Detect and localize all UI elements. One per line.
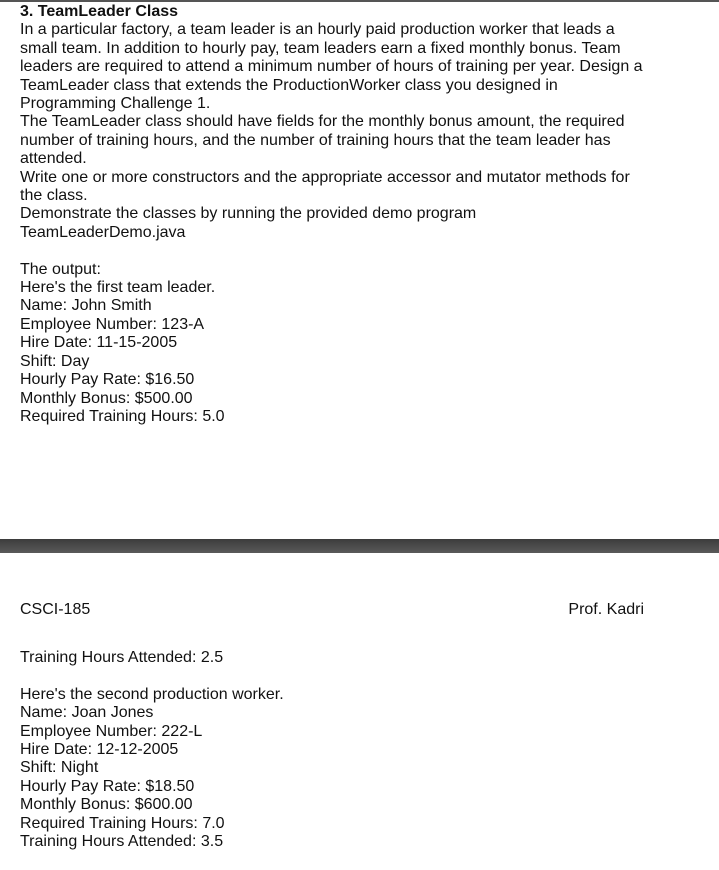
output-line: Training Hours Attended: 3.5	[20, 833, 224, 851]
output-line: Hourly Pay Rate: $16.50	[20, 371, 195, 389]
paragraph-2-line: attended.	[20, 150, 87, 168]
output-line: Hourly Pay Rate: $18.50	[20, 777, 195, 795]
assignment-text	[20, 3, 660, 426]
output-line: Required Training Hours: 5.0	[20, 407, 225, 425]
output-line: Training Hours Attended: 2.5	[20, 649, 224, 666]
paragraph-1-line: leaders are required to attend a minimum number of hours of training per year. Design a	[20, 58, 643, 76]
output-label: The output:	[20, 260, 101, 278]
section-heading: 3. TeamLeader Class	[20, 3, 179, 20]
course-code: CSCI-185	[20, 601, 91, 618]
paragraph-2-line: number of training hours, and the number of training hours that the team leader has	[20, 131, 611, 149]
output-line: Hire Date: 11-15-2005	[20, 334, 178, 352]
output-line: Required Training Hours: 7.0	[20, 814, 225, 832]
output-line: Shift: Night	[20, 759, 99, 777]
page-break-divider	[0, 539, 719, 553]
instructor-name: Prof. Kadri	[568, 601, 644, 618]
output-line: Here's the first team leader.	[20, 279, 216, 297]
paragraph-1-line: TeamLeader class that extends the ProductionWorker class you designed in	[20, 76, 558, 94]
paragraph-1-line: small team. In addition to hourly pay, team leaders earn a fixed monthly bonus. Team	[20, 39, 621, 57]
output-line: Employee Number: 123-A	[20, 315, 205, 333]
output-line: Name: Joan Jones	[20, 704, 154, 722]
output-line: Hire Date: 12-12-2005	[20, 741, 179, 759]
paragraph-1-line: In a particular factory, a team leader is an hourly paid production worker that leads a	[20, 21, 615, 39]
blank-line	[20, 667, 660, 685]
blank-line	[20, 242, 660, 260]
paragraph-2-line: The TeamLeader class should have fields for the monthly bonus amount, the required	[20, 113, 625, 131]
output-line: Monthly Bonus: $500.00	[20, 389, 193, 407]
paragraph-4-line: Demonstrate the classes by running the provided demo program	[20, 205, 477, 223]
output-line: Monthly Bonus: $600.00	[20, 796, 193, 814]
paragraph-1-line: Programming Challenge 1.	[20, 95, 211, 113]
document-page-2	[0, 553, 719, 870]
output-line: Here's the second production worker.	[20, 685, 284, 703]
paragraph-4-line: TeamLeaderDemo.java	[20, 223, 186, 241]
output-continued	[20, 649, 660, 851]
output-line: Name: John Smith	[20, 297, 152, 315]
output-line: Employee Number: 222-L	[20, 722, 203, 740]
paragraph-3-line: the class.	[20, 187, 88, 205]
output-line: Shift: Day	[20, 352, 90, 370]
paragraph-3-line: Write one or more constructors and the appropriate accessor and mutator methods for	[20, 168, 630, 186]
